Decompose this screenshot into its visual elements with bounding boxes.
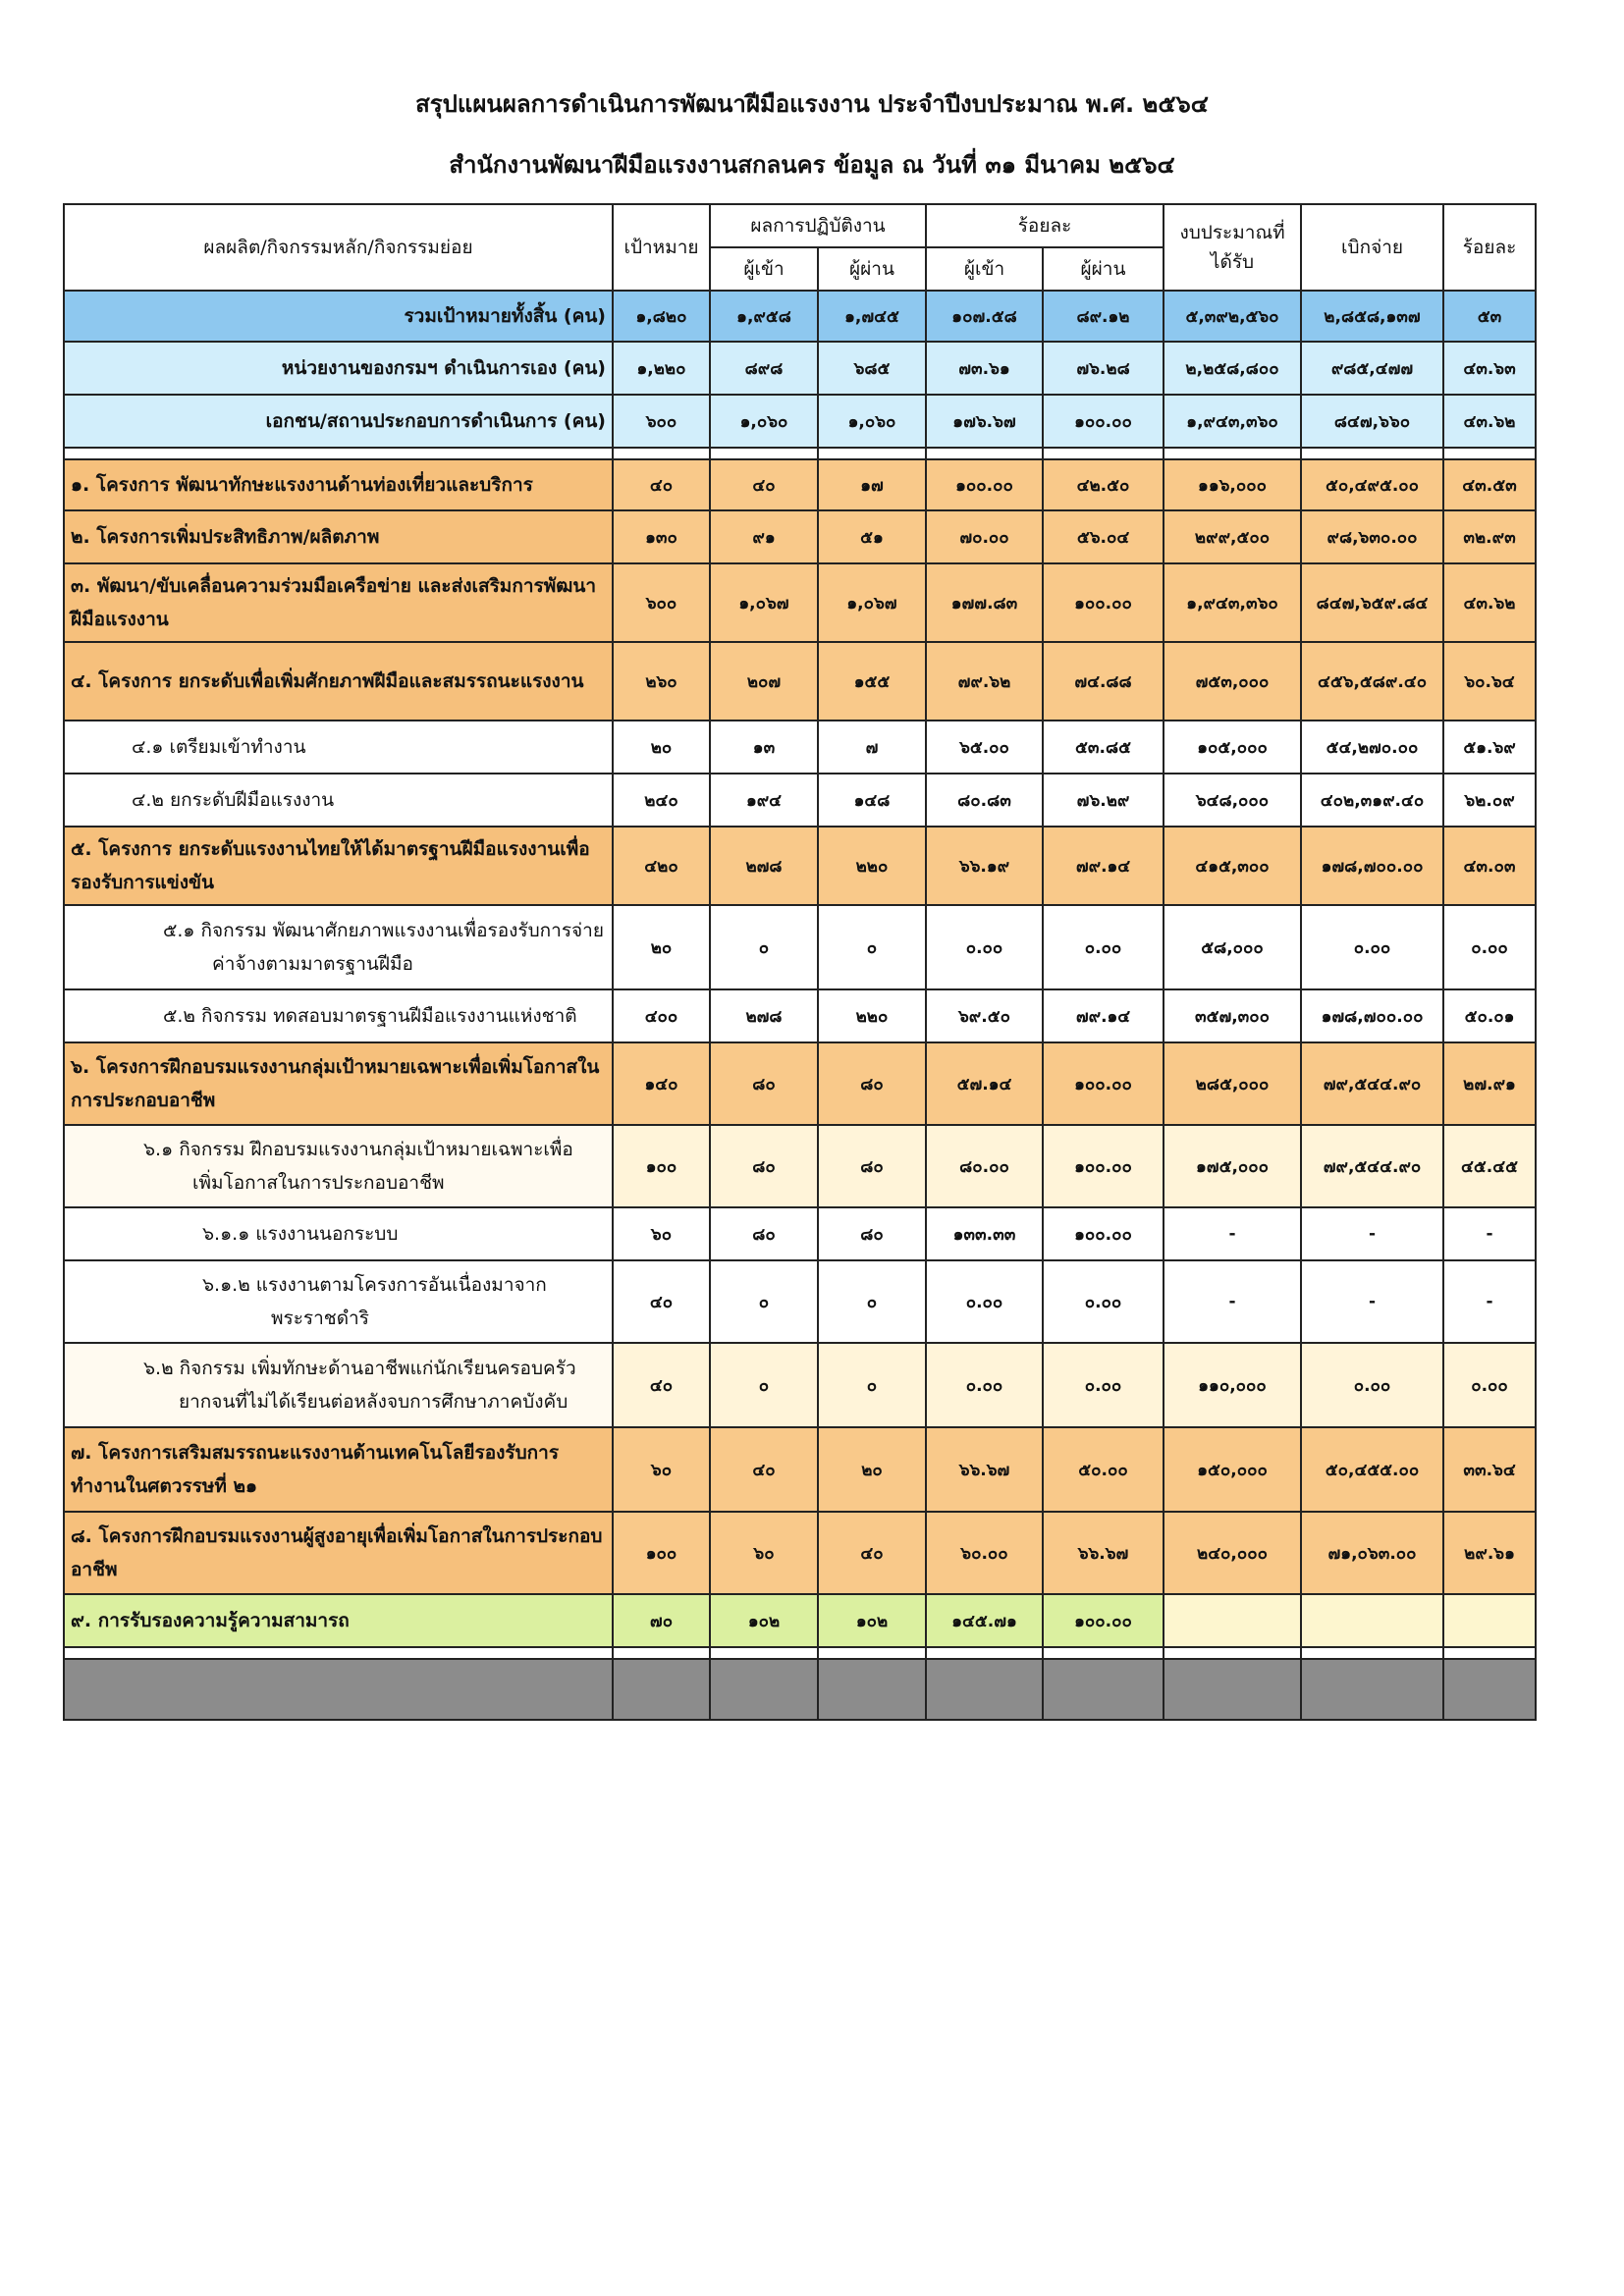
cell-passed: ๑,๗๔๕ xyxy=(818,291,926,342)
cell-passed: ๒๒๐ xyxy=(818,827,926,905)
table-row xyxy=(64,642,1536,721)
cell-disbursed: ๕๔,๒๗๐.๐๐ xyxy=(1301,721,1443,774)
cell-pct-passed: ๑๐๐.๐๐ xyxy=(1043,563,1164,642)
row-label: ๔.๑ เตรียมเข้าทำงาน xyxy=(64,721,613,774)
cell-percent: ๔๕.๔๕ xyxy=(1443,1125,1536,1207)
row-label-line2: เพิ่มโอกาสในการประกอบอาชีพ xyxy=(192,1172,445,1194)
cell-disbursed: ๗๙,๕๔๔.๙๐ xyxy=(1301,1125,1443,1207)
row-label: ๖.๑.๑ แรงงานนอกระบบ xyxy=(64,1207,613,1260)
cell-percent: ๖๒.๐๙ xyxy=(1443,774,1536,827)
cell-percent: ๓๒.๙๓ xyxy=(1443,510,1536,563)
table-spacer xyxy=(64,1647,1536,1659)
header-target: เป้าหมาย xyxy=(613,204,710,291)
cell-passed: ๕๑ xyxy=(818,510,926,563)
cell-budget xyxy=(1164,1594,1301,1647)
cell-passed: ๗ xyxy=(818,721,926,774)
cell-pct-entered: ๗๙.๖๒ xyxy=(926,642,1043,721)
cell-target: ๔๐๐ xyxy=(613,989,710,1042)
cell-pct-passed: ๐.๐๐ xyxy=(1043,1343,1164,1427)
table-row xyxy=(64,1343,1536,1427)
table-row xyxy=(64,774,1536,827)
table-row xyxy=(64,395,1536,448)
cell-passed: ๑,๐๖๐ xyxy=(818,395,926,448)
cell-budget: ๑๑๖,๐๐๐ xyxy=(1164,459,1301,510)
cell-budget: ๑๗๕,๐๐๐ xyxy=(1164,1125,1301,1207)
cell-disbursed: ๕๐,๔๕๕.๐๐ xyxy=(1301,1427,1443,1512)
table-row xyxy=(64,563,1536,642)
cell-budget: - xyxy=(1164,1207,1301,1260)
row-label: ๗. โครงการเสริมสมรรถนะแรงงานด้านเทคโนโลยีรองรับการทำงานในศตวรรษที่ ๒๑ xyxy=(64,1427,613,1512)
table-row xyxy=(64,721,1536,774)
cell-percent: ๔๓.๕๓ xyxy=(1443,459,1536,510)
cell-entered: ๑๐๒ xyxy=(710,1594,818,1647)
cell-budget: ๑๑๐,๐๐๐ xyxy=(1164,1343,1301,1427)
header-item: ผลผลิต/กิจกรรมหลัก/กิจกรรมย่อย xyxy=(64,204,613,291)
cell-pct-passed: ๑๐๐.๐๐ xyxy=(1043,1207,1164,1260)
cell-pct-passed: ๐.๐๐ xyxy=(1043,1260,1164,1343)
cell-entered: ๑,๐๖๗ xyxy=(710,563,818,642)
cell-pct-entered: ๗๓.๖๑ xyxy=(926,342,1043,395)
row-label-line1: ๕.๑ กิจกรรม พัฒนาศักยภาพแรงงานเพื่อรองรับการจ่าย xyxy=(163,920,604,941)
cell-passed: ๑,๐๖๗ xyxy=(818,563,926,642)
cell-pct-entered: ๘๐.๘๓ xyxy=(926,774,1043,827)
table-row xyxy=(64,1207,1536,1260)
cell-target: ๒๔๐ xyxy=(613,774,710,827)
cell-budget: ๒๔๐,๐๐๐ xyxy=(1164,1512,1301,1594)
cell-budget: ๓๕๗,๓๐๐ xyxy=(1164,989,1301,1042)
header-pct-entered: ผู้เข้า xyxy=(926,247,1043,291)
cell-budget: ๔๑๕,๓๐๐ xyxy=(1164,827,1301,905)
cell-entered: ๒๗๘ xyxy=(710,827,818,905)
cell-entered: ๐ xyxy=(710,1260,818,1343)
row-label-line2: พระราชดำริ xyxy=(271,1308,369,1329)
cell-pct-passed: ๑๐๐.๐๐ xyxy=(1043,395,1164,448)
cell-budget: ๑๐๕,๐๐๐ xyxy=(1164,721,1301,774)
cell-budget: ๒๘๕,๐๐๐ xyxy=(1164,1042,1301,1125)
cell-disbursed: ๘๔๗,๖๖๐ xyxy=(1301,395,1443,448)
cell-target: ๔๒๐ xyxy=(613,827,710,905)
header-results: ผลการปฏิบัติงาน xyxy=(710,204,926,247)
cell-pct-passed: ๗๙.๑๔ xyxy=(1043,989,1164,1042)
row-label: ๕. โครงการ ยกระดับแรงงานไทยให้ได้มาตรฐานฝีมือแรงงานเพื่อรองรับการแข่งขัน xyxy=(64,827,613,905)
cell-pct-passed: ๗๖.๒๘ xyxy=(1043,342,1164,395)
table-footer-row xyxy=(64,1659,1536,1720)
cell-percent: ๔๓.๖๒ xyxy=(1443,395,1536,448)
cell-budget: ๒,๒๕๘,๘๐๐ xyxy=(1164,342,1301,395)
cell-target: ๔๐ xyxy=(613,1343,710,1427)
cell-budget: ๕๘,๐๐๐ xyxy=(1164,905,1301,989)
cell-pct-entered: ๐.๐๐ xyxy=(926,905,1043,989)
report-title: สรุปแผนผลการดำเนินการพัฒนาฝีมือแรงงาน ประจำปีงบประมาณ พ.ศ. ๒๕๖๔ xyxy=(415,90,1209,118)
header-percent-group: ร้อยละ xyxy=(926,204,1164,247)
table-row xyxy=(64,291,1536,342)
cell-entered: ๑,๐๖๐ xyxy=(710,395,818,448)
cell-budget: ๗๕๓,๐๐๐ xyxy=(1164,642,1301,721)
cell-disbursed: ๐.๐๐ xyxy=(1301,905,1443,989)
table-row xyxy=(64,1594,1536,1647)
cell-entered: ๐ xyxy=(710,905,818,989)
cell-passed: ๘๐ xyxy=(818,1125,926,1207)
table-row xyxy=(64,1427,1536,1512)
cell-budget: ๖๔๘,๐๐๐ xyxy=(1164,774,1301,827)
cell-pct-entered: ๖๖.๖๗ xyxy=(926,1427,1043,1512)
cell-percent: ๔๓.๖๒ xyxy=(1443,563,1536,642)
table-row xyxy=(64,459,1536,510)
header-disbursed: เบิกจ่าย xyxy=(1301,204,1443,291)
row-label-line1: ๖.๑.๒ แรงงานตามโครงการอันเนื่องมาจาก xyxy=(202,1274,547,1296)
cell-pct-entered: ๖๐.๐๐ xyxy=(926,1512,1043,1594)
cell-target: ๑,๒๒๐ xyxy=(613,342,710,395)
cell-passed: ๑๕๕ xyxy=(818,642,926,721)
cell-entered: ๑๓ xyxy=(710,721,818,774)
cell-disbursed: ๔๐๒,๓๑๙.๔๐ xyxy=(1301,774,1443,827)
cell-disbursed: ๔๕๖,๕๘๙.๔๐ xyxy=(1301,642,1443,721)
cell-pct-passed: ๗๔.๘๘ xyxy=(1043,642,1164,721)
cell-entered: ๐ xyxy=(710,1343,818,1427)
row-label xyxy=(64,905,613,989)
cell-percent: ๕๐.๐๑ xyxy=(1443,989,1536,1042)
cell-disbursed: ๙๘๕,๔๗๗ xyxy=(1301,342,1443,395)
cell-passed: ๑๔๘ xyxy=(818,774,926,827)
table-row xyxy=(64,905,1536,989)
cell-passed: ๒๒๐ xyxy=(818,989,926,1042)
cell-entered: ๒๐๗ xyxy=(710,642,818,721)
cell-passed: ๖๘๕ xyxy=(818,342,926,395)
row-label: ๓. พัฒนา/ขับเคลื่อนความร่วมมือเครือข่าย และส่งเสริมการพัฒนาฝีมือแรงงาน xyxy=(64,563,613,642)
cell-entered: ๘๐ xyxy=(710,1207,818,1260)
table-row xyxy=(64,1125,1536,1207)
cell-pct-passed: ๑๐๐.๐๐ xyxy=(1043,1594,1164,1647)
cell-pct-passed: ๘๙.๑๒ xyxy=(1043,291,1164,342)
cell-entered: ๔๐ xyxy=(710,1427,818,1512)
cell-passed: ๑๐๒ xyxy=(818,1594,926,1647)
row-label: ๙. การรับรองความรู้ความสามารถ xyxy=(64,1594,613,1647)
cell-disbursed: ๑๗๘,๗๐๐.๐๐ xyxy=(1301,827,1443,905)
cell-disbursed: - xyxy=(1301,1260,1443,1343)
cell-disbursed: ๐.๐๐ xyxy=(1301,1343,1443,1427)
cell-pct-passed: ๕๐.๐๐ xyxy=(1043,1427,1164,1512)
cell-entered: ๑,๙๕๘ xyxy=(710,291,818,342)
table-row xyxy=(64,1042,1536,1125)
cell-entered: ๘๐ xyxy=(710,1125,818,1207)
table-spacer xyxy=(64,448,1536,459)
cell-pct-entered: ๑๐๗.๕๘ xyxy=(926,291,1043,342)
header-budget: งบประมาณที่ได้รับ xyxy=(1164,204,1301,291)
report-table xyxy=(63,203,1537,1721)
row-label: รวมเป้าหมายทั้งสิ้น (คน) xyxy=(64,291,613,342)
cell-percent: ๒๗.๙๑ xyxy=(1443,1042,1536,1125)
cell-percent: ๔๓.๐๓ xyxy=(1443,827,1536,905)
row-label: ๑. โครงการ พัฒนาทักษะแรงงานด้านท่องเที่ยวและบริการ xyxy=(64,459,613,510)
cell-target: ๒๐ xyxy=(613,905,710,989)
cell-percent: ๖๐.๖๔ xyxy=(1443,642,1536,721)
cell-disbursed: ๒,๘๕๘,๑๓๗ xyxy=(1301,291,1443,342)
cell-pct-entered: ๐.๐๐ xyxy=(926,1343,1043,1427)
cell-pct-passed: ๑๐๐.๐๐ xyxy=(1043,1125,1164,1207)
cell-target: ๖๐๐ xyxy=(613,395,710,448)
cell-percent: ๕๓ xyxy=(1443,291,1536,342)
row-label xyxy=(64,1260,613,1343)
cell-target: ๑๔๐ xyxy=(613,1042,710,1125)
cell-pct-entered: ๑๐๐.๐๐ xyxy=(926,459,1043,510)
cell-pct-passed: ๕๓.๘๕ xyxy=(1043,721,1164,774)
table-row xyxy=(64,1512,1536,1594)
cell-passed: ๘๐ xyxy=(818,1042,926,1125)
row-label xyxy=(64,1125,613,1207)
row-label: ๒. โครงการเพิ่มประสิทธิภาพ/ผลิตภาพ xyxy=(64,510,613,563)
cell-percent xyxy=(1443,1594,1536,1647)
row-label: หน่วยงานของกรมฯ ดำเนินการเอง (คน) xyxy=(64,342,613,395)
cell-percent: ๐.๐๐ xyxy=(1443,1343,1536,1427)
cell-percent: ๒๙.๖๑ xyxy=(1443,1512,1536,1594)
cell-disbursed: ๙๘,๖๓๐.๐๐ xyxy=(1301,510,1443,563)
cell-budget: ๕,๓๙๒,๕๖๐ xyxy=(1164,291,1301,342)
row-label: ๔.๒ ยกระดับฝีมือแรงงาน xyxy=(64,774,613,827)
cell-disbursed: ๕๐,๔๙๕.๐๐ xyxy=(1301,459,1443,510)
table-row xyxy=(64,827,1536,905)
cell-target: ๒๐ xyxy=(613,721,710,774)
cell-target: ๗๐ xyxy=(613,1594,710,1647)
cell-percent: - xyxy=(1443,1260,1536,1343)
row-label-line2: ยากจนที่ไม่ได้เรียนต่อหลังจบการศึกษาภาคบังคับ xyxy=(179,1391,568,1413)
cell-entered: ๙๑ xyxy=(710,510,818,563)
table-row xyxy=(64,510,1536,563)
cell-target: ๖๐ xyxy=(613,1427,710,1512)
cell-pct-entered: ๕๗.๑๔ xyxy=(926,1042,1043,1125)
cell-budget: ๑๕๐,๐๐๐ xyxy=(1164,1427,1301,1512)
cell-entered: ๘๙๘ xyxy=(710,342,818,395)
cell-target: ๑๓๐ xyxy=(613,510,710,563)
cell-passed: ๔๐ xyxy=(818,1512,926,1594)
cell-disbursed: ๘๔๗,๖๕๙.๘๔ xyxy=(1301,563,1443,642)
row-label-line1: ๖.๑ กิจกรรม ฝึกอบรมแรงงานกลุ่มเป้าหมายเฉพาะเพื่อ xyxy=(143,1139,573,1160)
cell-budget: - xyxy=(1164,1260,1301,1343)
cell-target: ๑,๘๒๐ xyxy=(613,291,710,342)
cell-pct-passed: ๔๒.๕๐ xyxy=(1043,459,1164,510)
cell-pct-passed: ๕๖.๐๔ xyxy=(1043,510,1164,563)
cell-passed: ๐ xyxy=(818,1260,926,1343)
cell-target: ๒๖๐ xyxy=(613,642,710,721)
cell-target: ๖๐ xyxy=(613,1207,710,1260)
cell-pct-passed: ๗๙.๑๔ xyxy=(1043,827,1164,905)
cell-passed: ๑๗ xyxy=(818,459,926,510)
cell-percent: ๕๑.๖๙ xyxy=(1443,721,1536,774)
cell-pct-passed: ๑๐๐.๐๐ xyxy=(1043,1042,1164,1125)
cell-pct-entered: ๖๖.๑๙ xyxy=(926,827,1043,905)
cell-percent: ๔๓.๖๓ xyxy=(1443,342,1536,395)
cell-percent: ๓๓.๖๔ xyxy=(1443,1427,1536,1512)
row-label: ๔. โครงการ ยกระดับเพื่อเพิ่มศักยภาพฝีมือและสมรรถนะแรงงาน xyxy=(64,642,613,721)
header-percent: ร้อยละ xyxy=(1443,204,1536,291)
cell-budget: ๑,๙๔๓,๓๖๐ xyxy=(1164,395,1301,448)
cell-budget: ๒๙๙,๕๐๐ xyxy=(1164,510,1301,563)
row-label-line1: ๖.๒ กิจกรรม เพิ่มทักษะด้านอาชีพแก่นักเรียนครอบครัว xyxy=(143,1358,576,1379)
row-label: ๖. โครงการฝึกอบรมแรงงานกลุ่มเป้าหมายเฉพาะเพื่อเพิ่มโอกาสในการประกอบอาชีพ xyxy=(64,1042,613,1125)
cell-budget: ๑,๙๔๓,๓๖๐ xyxy=(1164,563,1301,642)
cell-pct-entered: ๑๗๖.๖๗ xyxy=(926,395,1043,448)
table-row xyxy=(64,342,1536,395)
cell-passed: ๐ xyxy=(818,905,926,989)
cell-target: ๔๐ xyxy=(613,459,710,510)
cell-pct-entered: ๑๗๗.๘๓ xyxy=(926,563,1043,642)
cell-pct-passed: ๐.๐๐ xyxy=(1043,905,1164,989)
row-label: ๘. โครงการฝึกอบรมแรงงานผู้สูงอายุเพื่อเพิ่มโอกาสในการประกอบอาชีพ xyxy=(64,1512,613,1594)
header-pct-passed: ผู้ผ่าน xyxy=(1043,247,1164,291)
header-passed: ผู้ผ่าน xyxy=(818,247,926,291)
cell-pct-entered: ๑๔๕.๗๑ xyxy=(926,1594,1043,1647)
table-row xyxy=(64,989,1536,1042)
row-label xyxy=(64,1343,613,1427)
cell-disbursed xyxy=(1301,1594,1443,1647)
cell-pct-passed: ๖๖.๖๗ xyxy=(1043,1512,1164,1594)
cell-pct-entered: ๖๕.๐๐ xyxy=(926,721,1043,774)
cell-target: ๔๐ xyxy=(613,1260,710,1343)
cell-disbursed: ๗๑,๐๖๓.๐๐ xyxy=(1301,1512,1443,1594)
cell-disbursed: ๗๙,๕๔๔.๙๐ xyxy=(1301,1042,1443,1125)
row-label: เอกชน/สถานประกอบการดำเนินการ (คน) xyxy=(64,395,613,448)
cell-entered: ๘๐ xyxy=(710,1042,818,1125)
cell-target: ๖๐๐ xyxy=(613,563,710,642)
cell-entered: ๒๗๘ xyxy=(710,989,818,1042)
table-row xyxy=(64,1260,1536,1343)
row-label: ๕.๒ กิจกรรม ทดสอบมาตรฐานฝีมือแรงงานแห่งชาติ xyxy=(64,989,613,1042)
cell-pct-entered: ๐.๐๐ xyxy=(926,1260,1043,1343)
cell-pct-entered: ๖๙.๕๐ xyxy=(926,989,1043,1042)
cell-percent: - xyxy=(1443,1207,1536,1260)
cell-passed: ๒๐ xyxy=(818,1427,926,1512)
cell-pct-passed: ๗๖.๒๙ xyxy=(1043,774,1164,827)
row-label-line2: ค่าจ้างตามมาตรฐานฝีมือ xyxy=(212,953,413,975)
cell-passed: ๘๐ xyxy=(818,1207,926,1260)
cell-percent: ๐.๐๐ xyxy=(1443,905,1536,989)
cell-entered: ๖๐ xyxy=(710,1512,818,1594)
cell-pct-entered: ๑๓๓.๓๓ xyxy=(926,1207,1043,1260)
cell-pct-entered: ๘๐.๐๐ xyxy=(926,1125,1043,1207)
cell-target: ๑๐๐ xyxy=(613,1125,710,1207)
cell-target: ๑๐๐ xyxy=(613,1512,710,1594)
cell-passed: ๐ xyxy=(818,1343,926,1427)
cell-entered: ๔๐ xyxy=(710,459,818,510)
cell-entered: ๑๙๔ xyxy=(710,774,818,827)
header-entered: ผู้เข้า xyxy=(710,247,818,291)
cell-disbursed: - xyxy=(1301,1207,1443,1260)
cell-pct-entered: ๗๐.๐๐ xyxy=(926,510,1043,563)
report-subtitle: สำนักงานพัฒนาฝีมือแรงงานสกลนคร ข้อมูล ณ วันที่ ๓๑ มีนาคม ๒๕๖๔ xyxy=(449,151,1175,179)
cell-disbursed: ๑๗๘,๗๐๐.๐๐ xyxy=(1301,989,1443,1042)
